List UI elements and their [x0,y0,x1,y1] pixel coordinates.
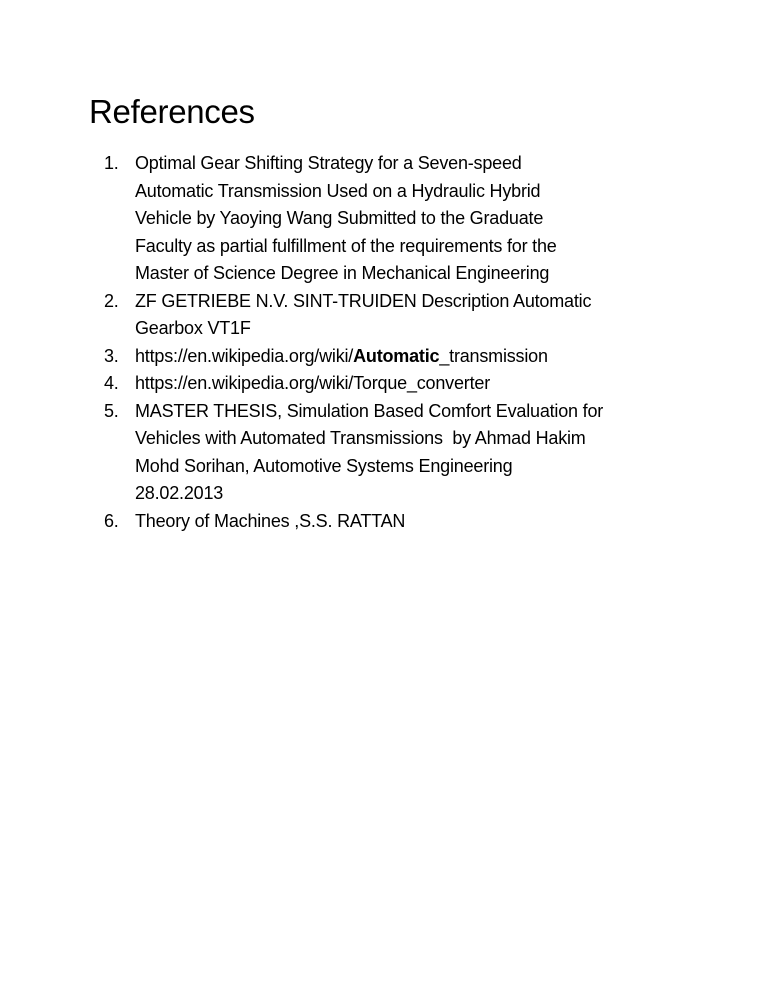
reference-item [104,508,603,536]
reference-text-line: Master of Science Degree in Mechanical Engineering [135,263,550,283]
reference-text-line: Vehicle by Yaoying Wang Submitted to the Graduate [135,208,544,228]
reference-item [104,288,603,343]
reference-text-line: MASTER THESIS, Simulation Based Comfort Evaluation for [135,400,604,421]
reference-item [104,370,603,398]
reference-item [104,398,603,508]
reference-item [104,150,603,288]
reference-url: https://en.wikipedia.org/wiki/Torque_converter [135,373,490,393]
reference-number: 5. [104,400,119,421]
reference-text-line: Mohd Sorihan, Automotive Systems Engineering [135,455,513,476]
reference-list [104,150,603,535]
reference-number: 2. [104,290,119,311]
url-suffix: _transmission [439,345,548,366]
reference-url [135,343,603,371]
reference-text-line: Automatic Transmission Used on a Hydraulic Hybrid [135,180,541,201]
reference-text-line: Vehicles with Automated Transmissions by Ahmad Hakim [135,428,586,448]
reference-text-line: Theory of Machines ,S.S. RATTAN [135,510,406,531]
reference-text-line: ZF GETRIEBE N.V. SINT-TRUIDEN Description Automatic [135,290,592,311]
reference-number: 1. [104,153,119,173]
url-prefix: https://en.wikipedia.org/wiki/ [135,345,354,366]
reference-text-line: Faculty as partial fulfillment of the requirements for the [135,235,557,256]
reference-number: 6. [104,510,119,531]
reference-item [104,343,603,371]
reference-number: 3. [104,345,119,366]
reference-text-line: Optimal Gear Shifting Strategy for a Seven-speed [135,153,522,173]
reference-text-line: 28.02.2013 [135,483,224,503]
page-title: References [89,93,255,130]
reference-number: 4. [104,373,119,393]
reference-text-line: Gearbox VT1F [135,318,251,338]
url-bold-segment: Automatic [353,345,440,366]
